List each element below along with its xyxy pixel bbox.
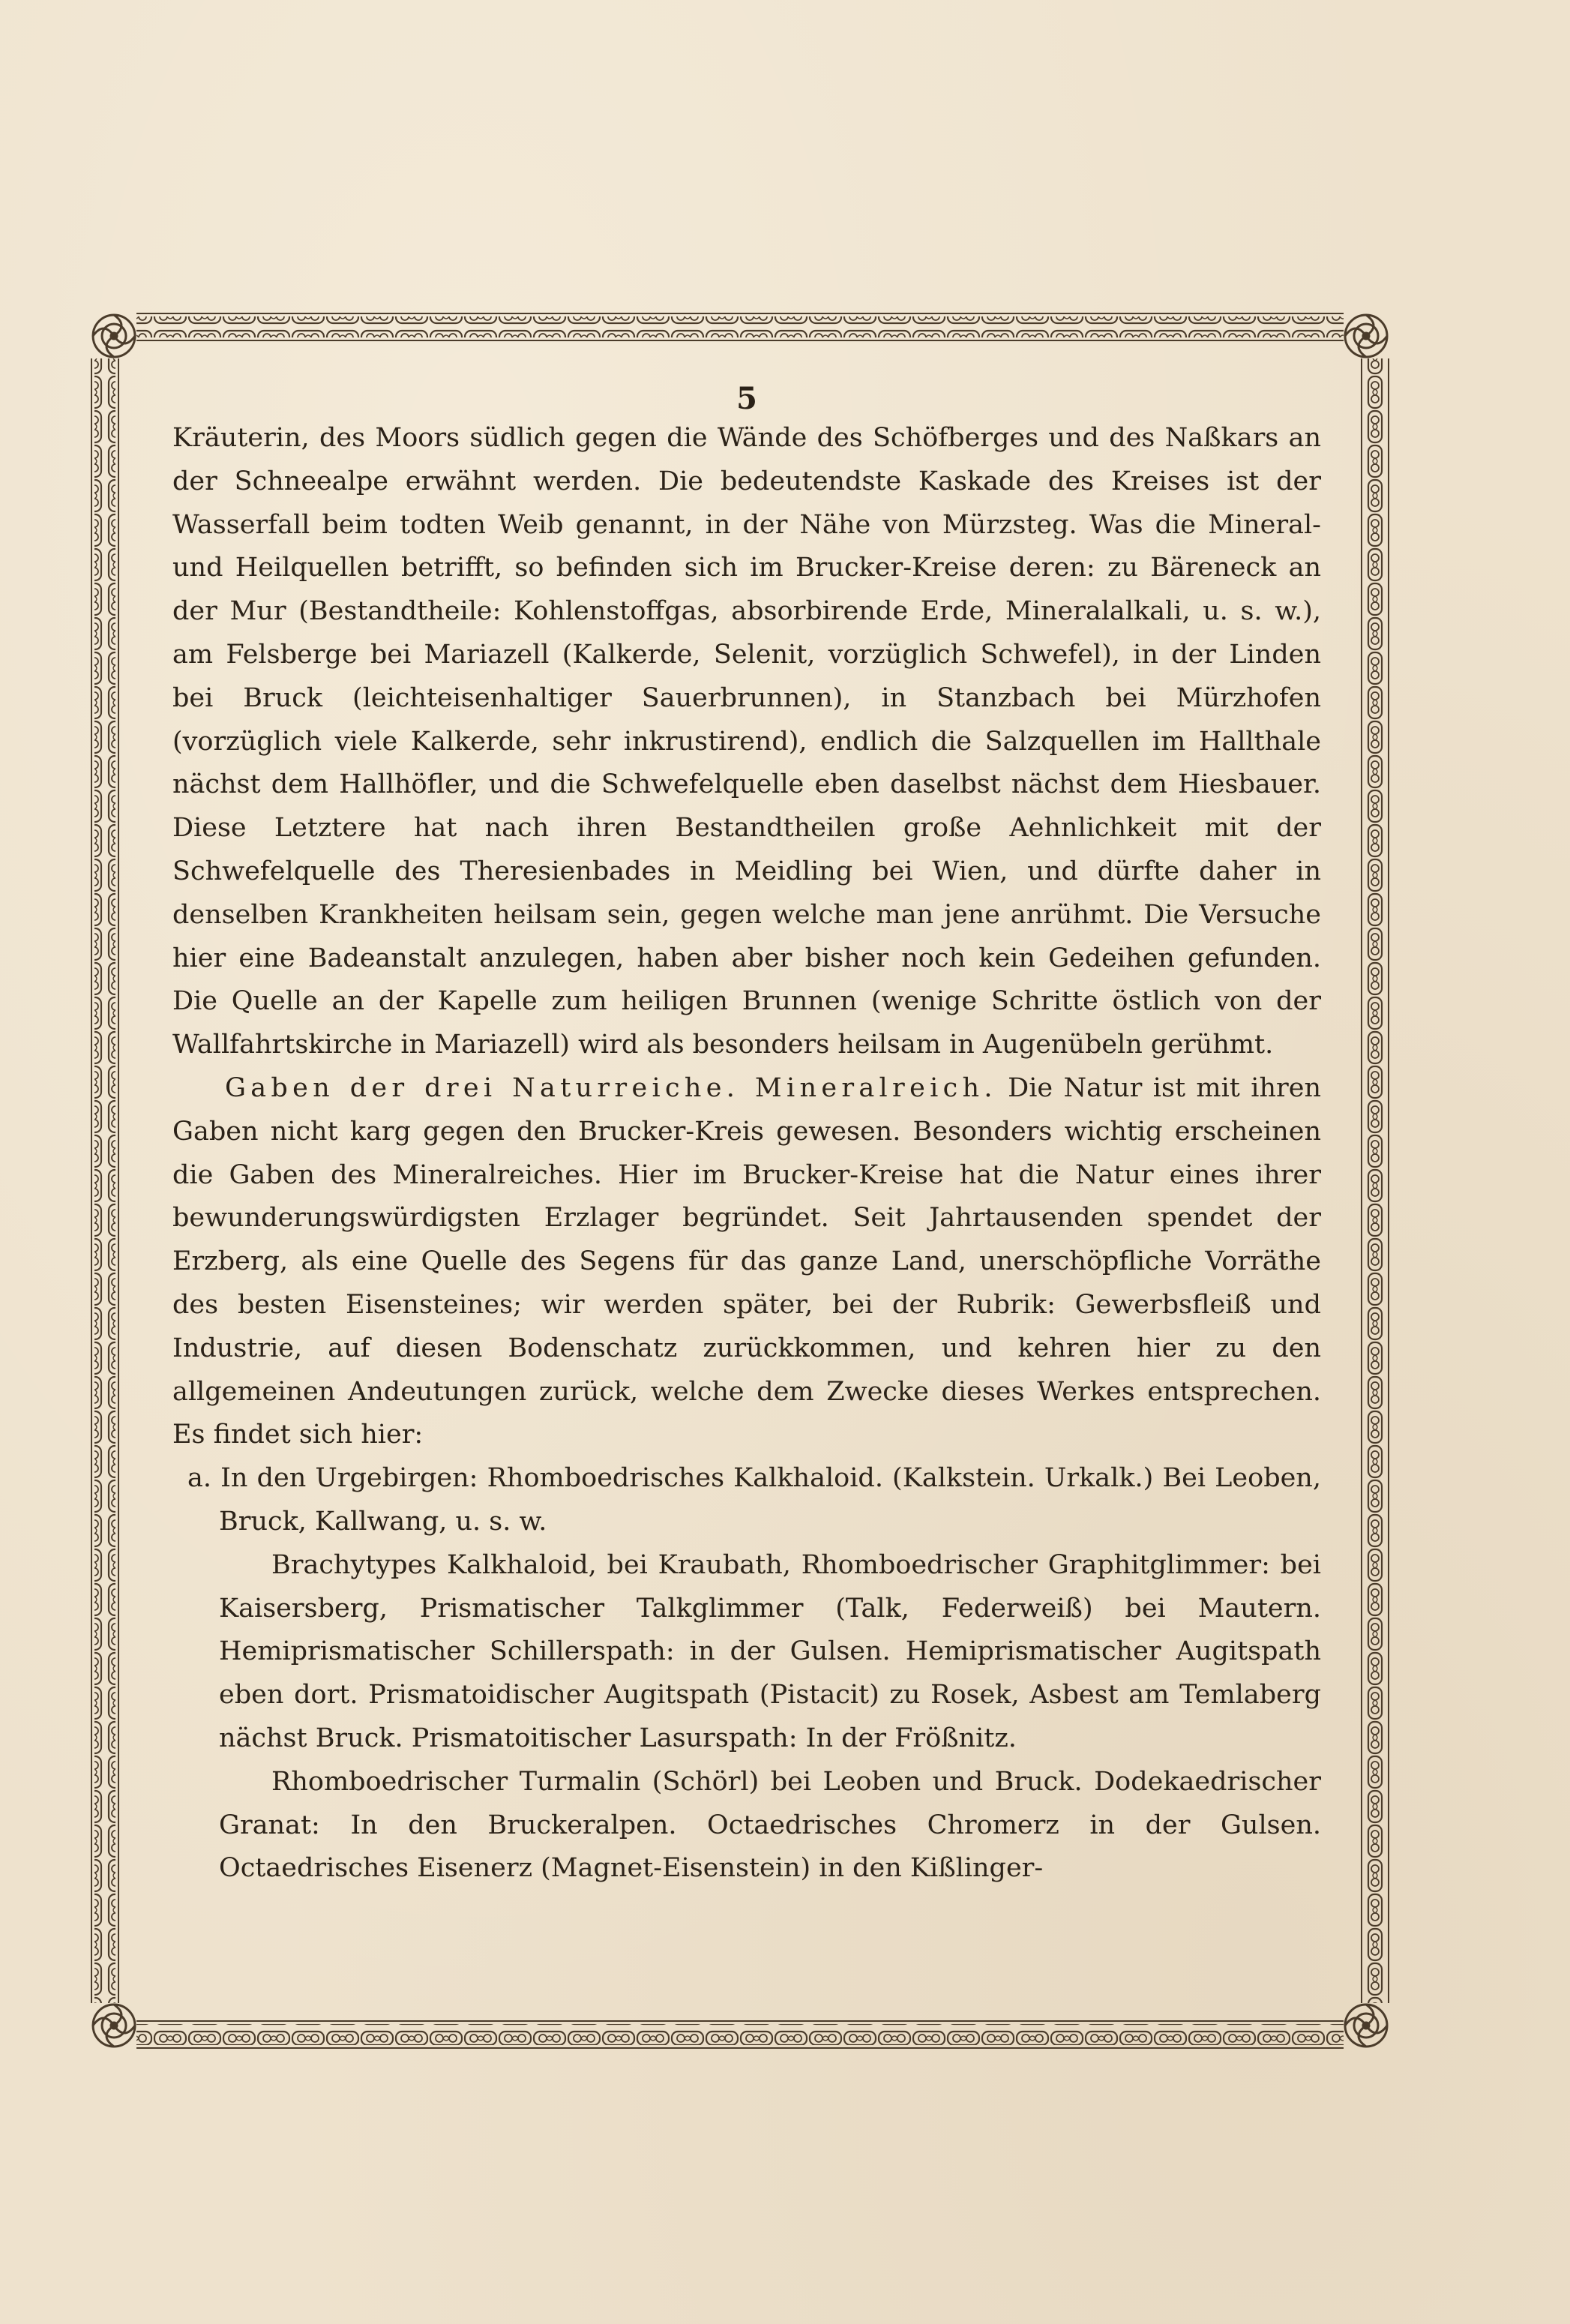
corner-ornament-top-left [93, 315, 135, 357]
paragraph-springs: Kräuterin, des Moors südlich gegen die Wände des Schöfberges und des Naßkars an der Schneealpe erwähnt werden. Die bedeutendste Kaskade des Kreises ist der Wasserfall beim todten Weib genannt, in der Nähe von Mürzsteg. Was die Mineral- und Heilquellen betrifft, so befinden sich im Brucker-Kreise deren: zu Bäreneck an der Mur (Bestandtheile: Kohlenstoffgas, absorbirende Erde, Mineralalkali, u. s. w.), am Felsberge bei Mariazell (Kalkerde, Selenit, vorzüglich Schwefel), in der Linden bei Bruck (leichteisenhaltiger Sauerbrunnen), in Stanzbach bei Mürzhofen (vorzüglich viele Kalkerde, sehr inkrustirend), endlich die Salzquellen im Hallthale nächst dem Hallhöfler, und die Schwefelquelle eben daselbst nächst dem Hiesbauer. Diese Letztere hat nach ihren Bestandtheilen große Aehnlichkeit mit der Schwefelquelle des Theresienbades in Meidling bei Wien, und dürfte daher in denselben Krankheiten heilsam sein, gegen welche man jene anrühmt. Die Versuche hier eine Badeanstalt anzulegen, haben aber bisher noch kein Gedeihen gefunden. Die Quelle an der Kapelle zum heiligen Brunnen (wenige Schritte östlich von der Wallfahrtskirche in Mariazell) wird als besonders heilsam in Augenübeln gerühmt. [172, 423, 1321, 1060]
border-right [1365, 358, 1386, 2003]
paragraph-mineral-body: Die Natur ist mit ihren Gaben nicht karg gegen den Brucker-Kreis gewesen. Besonders wichtig erscheinen die Gaben des Mineralreiches. Hier im Brucker-Kreise hat die Natur eines ihrer bewunderungswürdigsten Erzlager begründet. Seit Jahrtausenden spendet der Erzberg, als eine Quelle des Segens für das ganze Land, unerschöpfliche Vorräthe des besten Eisensteines; wir werden später, bei der Rubrik: Gewerbsfleiß und Industrie, auf diesen Bodenschatz zurückkommen, und kehren hier zu den allgemeinen Andeutungen zurück, welche dem Zwecke dieses Werkes entsprechen. Es findet sich hier: [172, 1072, 1321, 1450]
border-top [136, 316, 1344, 337]
corner-ornament-bottom-right [1345, 2005, 1387, 2047]
list-item-a-continuation-1: Brachytypes Kalkhaloid, bei Kraubath, Rhomboedrischer Graphitglimmer: bei Kaisersberg, Prismatischer Talkglimmer (Talk, Federweiß) bei Mautern. Hemiprismatischer Schillerspath: in der Gulsen. Hemiprismatischer Augitspath eben dort. Prismatoidischer Augitspath (Pistacit) zu Rosek, Asbest am Temlaberg nächst Bruck. Prismatoitischer Lasurspath: In der Frößnitz. [219, 1549, 1321, 1753]
body-text [172, 417, 1321, 1891]
page-number: 5 [736, 381, 757, 416]
section-heading: Gaben der drei Naturreiche. Mineralreich. [225, 1072, 997, 1103]
list-item-a-continuation-2: Rhomboedrischer Turmalin (Schörl) bei Leoben und Bruck. Dodekaedrischer Granat: In den Bruckeralpen. Octaedrisches Chromerz in der Gulsen. Octaedrisches Eisenerz (Magnet-Eisenstein) in den Kißlinger- [219, 1766, 1321, 1884]
list-item-a [172, 1457, 1321, 1544]
list-item-text: In den Urgebirgen: Rhomboedrisches Kalkhaloid. (Kalkstein. Urkalk.) Bei Leoben, Bruck, Kallwang, u. s. w. [219, 1463, 1321, 1537]
corner-ornament-top-right [1345, 315, 1387, 357]
list-item-label: a. [187, 1463, 211, 1494]
border-left [94, 358, 115, 2003]
paragraph-mineral-kingdom [172, 1067, 1321, 1457]
border-bottom [136, 2024, 1344, 2045]
corner-ornament-bottom-left [93, 2005, 135, 2047]
